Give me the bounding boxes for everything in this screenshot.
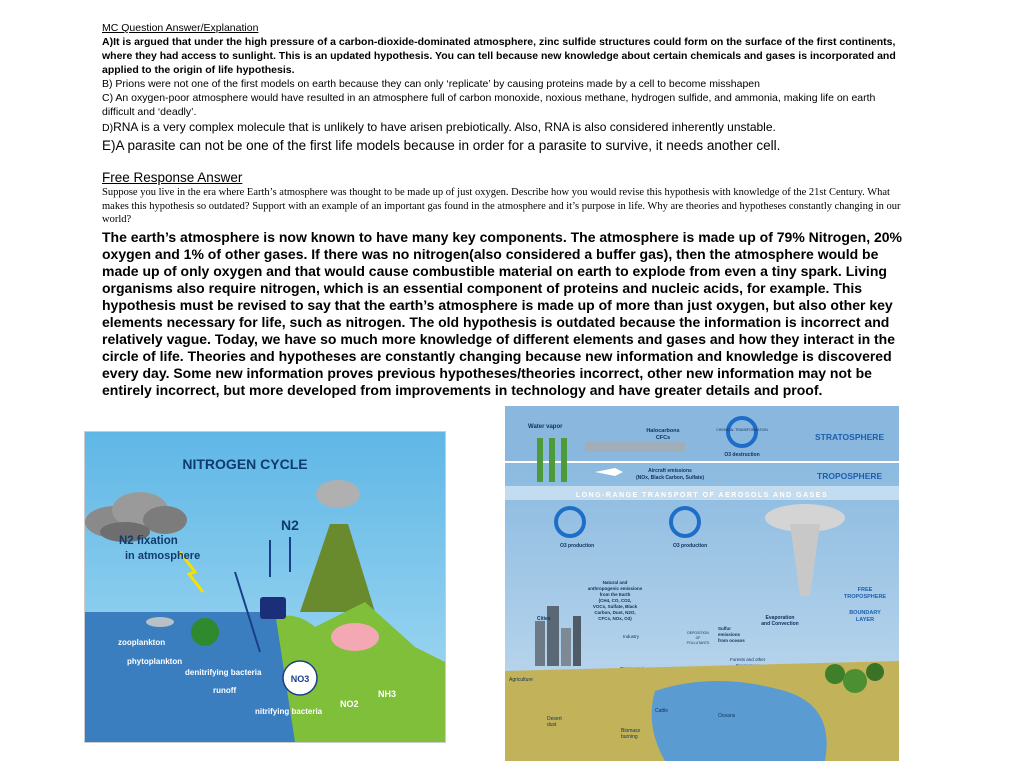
emissions-line: Natural and xyxy=(602,580,628,585)
mc-answer-b: B) Prions were not one of the first models on earth because they can only ‘replicate’ by causing proteins made by a cell to become misshapen xyxy=(102,78,760,90)
no2-label: NO2 xyxy=(340,699,359,709)
emissions-line: Carbon, Dust, N2O, xyxy=(594,610,636,615)
cfcs-label: CFCs xyxy=(655,435,671,441)
long-range-label: LONG-RANGE TRANSPORT OF AEROSOLS AND GASES xyxy=(575,492,829,499)
chem-transformation-label: CHEMICAL TRANSFORMATION xyxy=(716,428,768,432)
cattle-label: Cattle xyxy=(655,708,669,714)
mc-answer-e: E)A parasite can not be one of the first life models because in order for a parasite to survive, it needs another cell. xyxy=(102,138,781,153)
sulfur-line: emissions xyxy=(718,632,741,637)
emissions-line: from the Earth xyxy=(599,592,631,597)
biomass-label-1: Biomass xyxy=(621,728,641,734)
mc-header: MC Question Answer/Explanation xyxy=(102,22,259,34)
halocarbon-arrow xyxy=(585,442,685,452)
industry-label: Industry xyxy=(623,634,640,639)
o3-production-left: O3 production xyxy=(560,543,595,549)
document-body xyxy=(102,22,902,399)
emissions-line: (CH4, CO, CO2, xyxy=(598,598,632,603)
mc-answer-c: C) An oxygen-poor atmosphere would have resulted in an atmosphere full of carbon monoxide, noxious methane, hydrogen sulfide, and ammonia, making life on earth difficult and ‘deadly’. xyxy=(102,92,876,118)
o3-destruction-label: O3 destruction xyxy=(724,452,760,458)
evaporation-label-1: Evaporation xyxy=(765,615,795,621)
biomass-label-2: burning xyxy=(621,734,638,740)
smoke-icon xyxy=(316,480,360,508)
desert-dust-label-1: Desert xyxy=(547,716,562,722)
deposition-line: POLLUTANTS xyxy=(686,641,710,645)
nitrogen-cycle-title: NITROGEN CYCLE xyxy=(182,456,308,472)
fish-icon xyxy=(146,617,174,627)
zooplankton-label: zooplankton xyxy=(118,638,166,647)
pig-icon xyxy=(331,623,379,651)
fr-question: Suppose you live in the era where Earth’s atmosphere was thought to be made up of just oxygen. Describe how you would revise this hypothesis with knowledge of the 21st Century. What makes this hypothesis so outdated? Support with an example of an important gas found in the atmosphere and it’s purpose in life. Why are theories and hypotheses constantly changing in our world? xyxy=(102,187,901,225)
nh3-label: NH3 xyxy=(378,689,397,699)
atmosphere-illustration xyxy=(505,406,899,761)
boundary-layer-label-2: LAYER xyxy=(855,617,875,623)
aircraft-label: Aircraft emissions xyxy=(648,468,692,474)
nitrifying-label: nitrifying bacteria xyxy=(255,707,323,716)
emissions-line: CFCs, NOx, O3) xyxy=(598,616,632,621)
boundary-layer-label-1: BOUNDARY xyxy=(849,610,881,616)
mc-answer-d-text: RNA is a very complex molecule that is unlikely to have arisen prebiotically. Also, RNA is also considered inherently unstable. xyxy=(113,120,776,134)
tree-icon xyxy=(191,618,219,646)
fr-header: Free Response Answer xyxy=(102,170,243,185)
evaporation-label-2: and Convection xyxy=(761,621,799,627)
stratosphere-label: STRATOSPHERE xyxy=(815,432,885,442)
desert-dust-label-2: dust xyxy=(547,722,557,728)
halocarbons-label: Halocarbons xyxy=(646,428,680,434)
troposphere-label: TROPOSPHERE xyxy=(817,471,883,481)
deposition-line: DEPOSITION xyxy=(687,631,709,635)
mc-answer-d xyxy=(102,119,902,136)
denitrifying-label: denitrifying bacteria xyxy=(185,668,262,677)
aircraft-detail-label: (NOx, Black Carbon, Sulfate) xyxy=(635,475,705,481)
atmosphere-figure xyxy=(505,406,899,761)
n2-label: N2 xyxy=(281,517,299,533)
deposition-line: OF xyxy=(695,636,701,640)
nitrogen-cycle-illustration xyxy=(85,432,445,742)
emissions-line: anthropogenic emissions xyxy=(587,586,643,591)
n2-fixation-label: N2 fixation xyxy=(119,535,178,547)
sulfur-line: from oceans xyxy=(718,638,745,643)
free-troposphere-label-2: TROPOSPHERE xyxy=(843,594,887,600)
in-atmosphere-label: in atmosphere xyxy=(125,550,201,562)
free-troposphere-label-1: FREE xyxy=(857,587,873,593)
fr-answer: The earth’s atmosphere is now known to have many key components. The atmosphere is made up of 79% Nitrogen, 20% oxygen and 1% of other gases. If there was no nitrogen(also considered a buffer gas), then the atmosphere would be made up of only oxygen and that would cause combustible material on earth to explode from even a tiny spark. Living organisms also require nitrogen, which is an essential component of proteins and nucleic acids, for example. This hypothesis must be revised to say that the earth’s atmosphere is made up of more than just oxygen, but also other key elements necessary for life, such as nitrogen. The old hypothesis is outdated because the information is incorrect and relatively vague. Today, we have so much more knowledge of different elements and gases and how they interact in the circle of life. Theories and hypotheses are constantly changing because new information and knowledge is discovered every day. Some new information proves previous hypotheses/theories incorrect, other new information may not be entirely incorrect, but more developed from improvements in technology and have greater details and proof. xyxy=(102,228,903,398)
cities-label: Cities xyxy=(537,616,551,622)
oceans-label: Oceans xyxy=(718,713,736,719)
water-vapor-arrows xyxy=(537,438,567,482)
nitrogen-cycle-figure xyxy=(84,431,446,743)
water-vapor-label: Water vapor xyxy=(528,424,563,430)
forests-label-1: Forests and other xyxy=(730,657,766,662)
o3-production-center: O3 production xyxy=(673,543,708,549)
runoff-label: runoff xyxy=(213,686,237,695)
mc-answer-a: A)It is argued that under the high pressure of a carbon-dioxide-dominated atmosphere, zinc sulfide structures could form on the surface of the first continents, where they had access to sunlight. This is an updated hypothesis. You can tell because new knowledge about certain chemicals and gases is incorporated and applied to the origin of life hypothesis. xyxy=(102,36,896,76)
bus-icon xyxy=(260,597,286,619)
emissions-line: VOCs, Sulfate, Black xyxy=(592,604,638,609)
ocean xyxy=(85,612,295,742)
sulfur-line: Sulfur xyxy=(718,626,731,631)
no3-label: NO3 xyxy=(290,674,310,684)
phytoplankton-label: phytoplankton xyxy=(127,657,183,666)
mc-answer-d-prefix: D) xyxy=(102,122,114,134)
agriculture-label: Agriculture xyxy=(509,677,533,683)
